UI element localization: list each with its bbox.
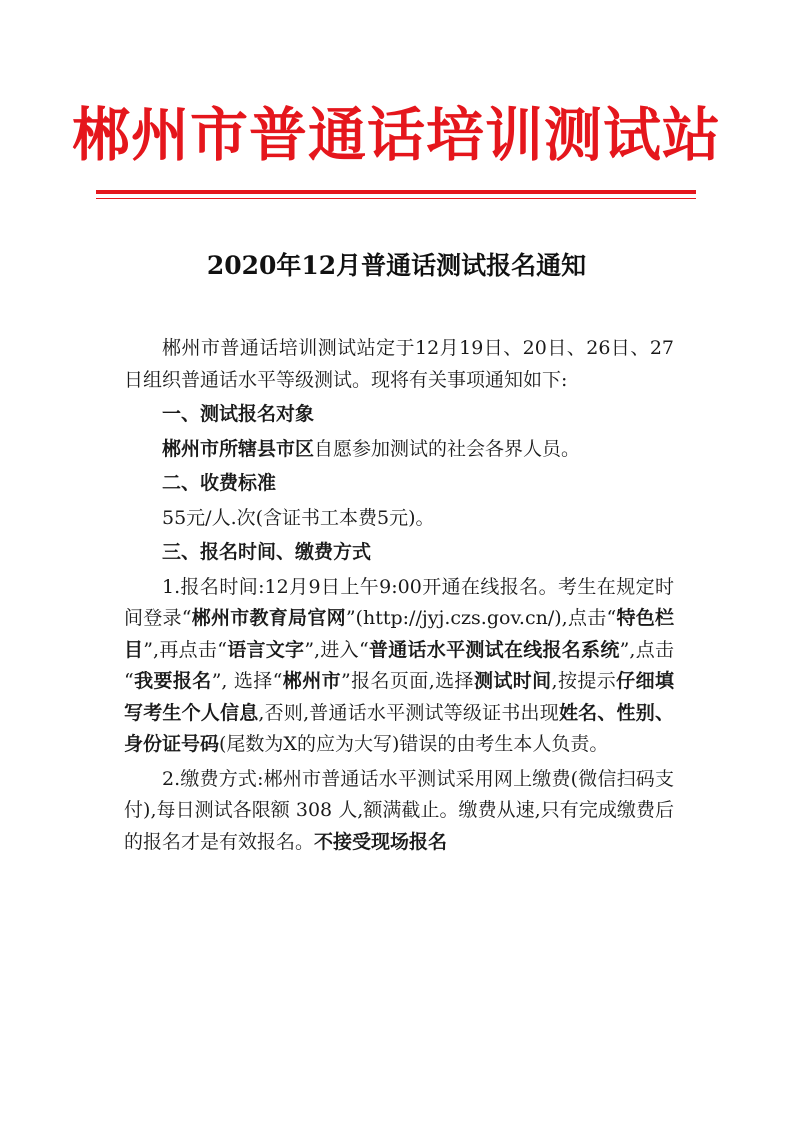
letterhead-rule-thick: [96, 190, 696, 194]
section-heading-fees: 二、收费标准: [162, 472, 277, 494]
bold-run: 郴州市教育局官网: [191, 607, 346, 629]
targets-rest: 自愿参加测试的社会各界人员。: [314, 437, 581, 460]
text-run: ”报名页面,选择: [341, 670, 474, 692]
intro-paragraph: 郴州市普通话培训测试站定于12月19日、20日、26日、27日组织普通话水平等级测试。现将有关事项通知如下:: [124, 337, 674, 391]
text-run: ”,进入“: [304, 638, 369, 661]
document-body: [124, 333, 674, 858]
bold-run: 仔细填写考生个人信息: [124, 670, 674, 724]
section-heading-registration: 三、报名时间、缴费方式: [162, 541, 372, 563]
document-title: 2020年12月普通话测试报名通知: [206, 251, 587, 280]
text-run: ,否则,普通话水平测试等级证书出现: [258, 701, 559, 724]
section-targets-text: [124, 434, 674, 466]
text-run: 2.缴费方式:郴州市普通话水平测试采用网上缴费(微信扫码支付),每日测试各限额 308 人,额满截止。缴费从速,只有完成缴费后的报名才是有效报名。: [124, 767, 674, 853]
payment-method-paragraph: [124, 764, 674, 859]
bold-run: 测试时间: [473, 670, 552, 692]
text-run: ”(http://jyj.czs.gov.cn/),点击“: [345, 607, 617, 629]
text-run: 1.报名时间:12月9日上午9:00开通在线报名。考生在规定时间登录“: [124, 575, 674, 629]
bold-run: 我要报名: [133, 670, 212, 692]
text-run: ”, 选择“: [211, 670, 283, 692]
targets-region: 郴州市所辖县市区: [162, 437, 315, 460]
text-run: ”,再点击“: [143, 638, 227, 661]
bold-run: 姓名、性别、身份证号码: [124, 701, 674, 755]
letterhead-org-name: 郴州市普通话培训测试站: [71, 101, 721, 169]
section-heading-targets: 一、测试报名对象: [162, 403, 315, 425]
bold-run: 特色栏目: [124, 607, 674, 661]
text-run: (尾数为X的应为大写)错误的由考生本人负责。: [219, 733, 609, 755]
text-run: ,按提示: [551, 670, 617, 692]
bold-run: 语言文字: [226, 638, 305, 661]
bold-run: 普通话水平测试在线报名系统: [368, 638, 620, 661]
bold-run: 郴州市: [282, 670, 341, 692]
bold-run: 不接受现场报名: [314, 830, 448, 853]
text-run: ”,点击 “: [124, 638, 674, 692]
registration-time-paragraph: [124, 572, 674, 761]
section-fees-text: 55元/人.次(含证书工本费5元)。: [162, 506, 435, 529]
letterhead-rule-thin: [96, 198, 696, 199]
